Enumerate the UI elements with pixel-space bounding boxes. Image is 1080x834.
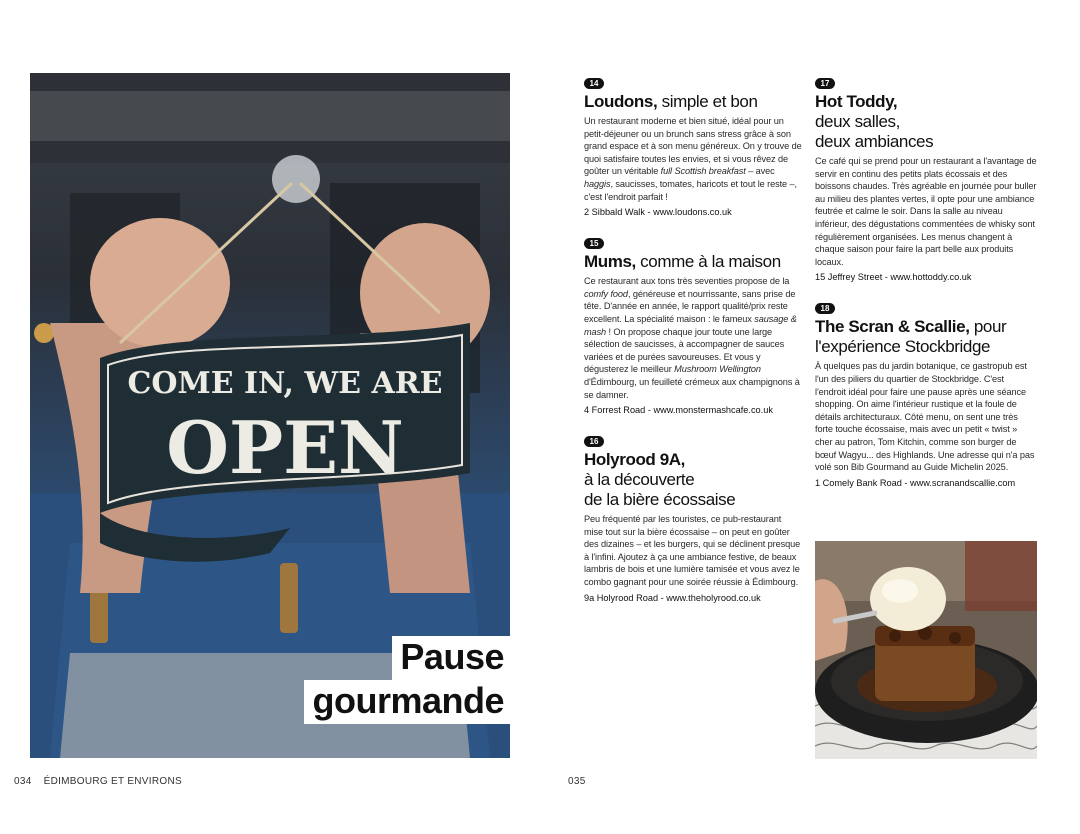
entry-title [815,92,1037,152]
left-folio [14,776,182,787]
sign-line-1: COME IN, WE ARE [127,366,443,401]
entry-description: Ce restaurant aux tons très seventies propose de la comfy food, généreuse et nourrissante, sans prise de tête. D'année en année, le rapport qualité/prix reste excellent. La spécialité maison : le fameux sausage & mash ! On propose chaque jour toute une large sélection de saucisses, à accompagner de sauces variées et de purées savoureuses. Et vous y dégusterez le meilleur Mushroom Wellington d'Édimbourg, un feuilleté crémeux aux champignons à se damner. [584,276,800,400]
entry-title-bold: Holyrood 9A, [584,450,685,470]
entry-description: Ce café qui se prend pour un restaurant a l'avantage de servir en continu des petits plats écossais et des boissons chaudes. Très agréable en journée pour buller au milieu des plantes vertes, il opte pour une ambiance feutrée et calme le soir. Dans la salle au niveau inférieur, des dégustations commentées de whisky sont régulièrement organisées. Les menus changent à chaque saison pour faire la part belle aux produits locaux. [815,156,1037,267]
entry-description: Un restaurant moderne et bien situé, idéal pour un petit-déjeuner ou un brunch sans stress grâce à son grand espace et à son menu généreux. On y trouve de quoi satisfaire toutes les envies, et si vous rêvez de goûter un véritable full Scottish breakfast – avec haggis, saucisses, tomates, haricots et tout le reste –, c'est l'endroit parfait ! [584,116,802,202]
dessert-photo [815,541,1037,759]
entry-title-rest: comme à la maison [635,252,781,272]
open-sign-photo [30,73,510,758]
entry-address: 1 Comely Bank Road - www.scranandscallie.com [815,477,1016,488]
entry-number-badge: 15 [584,238,604,249]
entry-address: 2 Sibbald Walk - www.loudons.co.uk [584,207,732,218]
entry-title-bold: Mums, [584,252,636,272]
sign-line-2: OPEN [166,405,404,490]
entry-title-bold: The Scran & Scallie, [815,317,970,337]
column-right [815,73,1037,504]
left-page-number: 034 [14,776,32,787]
entry-number-badge: 17 [815,78,835,89]
entry-title [584,450,802,510]
entry-scran-scallie [815,298,1037,489]
entry-title [584,92,802,112]
entry-hot-toddy [815,73,1037,284]
entry-title-rest: à la découverte [584,470,695,490]
section-title-line-1: Pause [392,636,510,680]
entry-number-badge: 18 [815,303,835,314]
entry-loudons [584,73,802,219]
entry-address: 4 Forrest Road - www.monstermashcafe.co.uk [584,405,773,416]
left-running-head: ÉDIMBOURG ET ENVIRONS [43,776,182,787]
right-page-number: 035 [568,776,586,787]
column-left [584,73,802,619]
section-title-line-2: gourmande [304,680,510,724]
entry-title-bold: Loudons, [584,92,658,111]
entry-holyrood [584,431,802,605]
entry-description: À quelques pas du jardin botanique, ce gastropub est l'un des piliers du quartier de Stockbridge. C'est l'endroit idéal pour faire une pause après une séance shopping. On aime l'intérieur rustique et la foule de détails architecturaux. Côté menu, on sent une très forte touche écossaise, mais avec un petit « twist » cher au patron, Tom Kitchin, comme son burger de bœuf Wagyu... des Highlands. Une adresse qui n'a pas volé son Bib Gourmand au Guide Michelin 2025. [815,361,1035,473]
entry-title-rest: deux ambiances [815,132,934,151]
entry-mums [584,233,802,417]
entry-title [584,252,802,272]
entry-title-rest: deux salles, [815,112,900,131]
entry-title [815,317,1037,357]
entry-address: 15 Jeffrey Street - www.hottoddy.co.uk [815,272,972,283]
entry-number-badge: 14 [584,78,604,89]
dessert-illustration [815,541,1037,759]
entry-title-rest: de la bière écossaise [584,490,736,510]
entry-description: Peu fréquenté par les touristes, ce pub-restaurant mise tout sur la bière écossaise – on peut en goûter des dizaines – et les burgers, qui se déclinent presque à l'infini. Ajoutez à ça une ambiance festive, de beaux lambris de bois et une lumière tamisée et vous avez le combo gagnant pour une soirée réussie à Édimbourg. [584,514,801,588]
entry-title-bold: Hot Toddy, [815,92,898,111]
entry-number-badge: 16 [584,436,604,447]
entry-address: 9a Holyrood Road - www.theholyrood.co.uk [584,592,761,603]
section-title [304,636,510,724]
entry-title-rest: pour l'expérience Stockbridge [815,317,1007,357]
entry-title-rest: simple et bon [657,92,758,111]
